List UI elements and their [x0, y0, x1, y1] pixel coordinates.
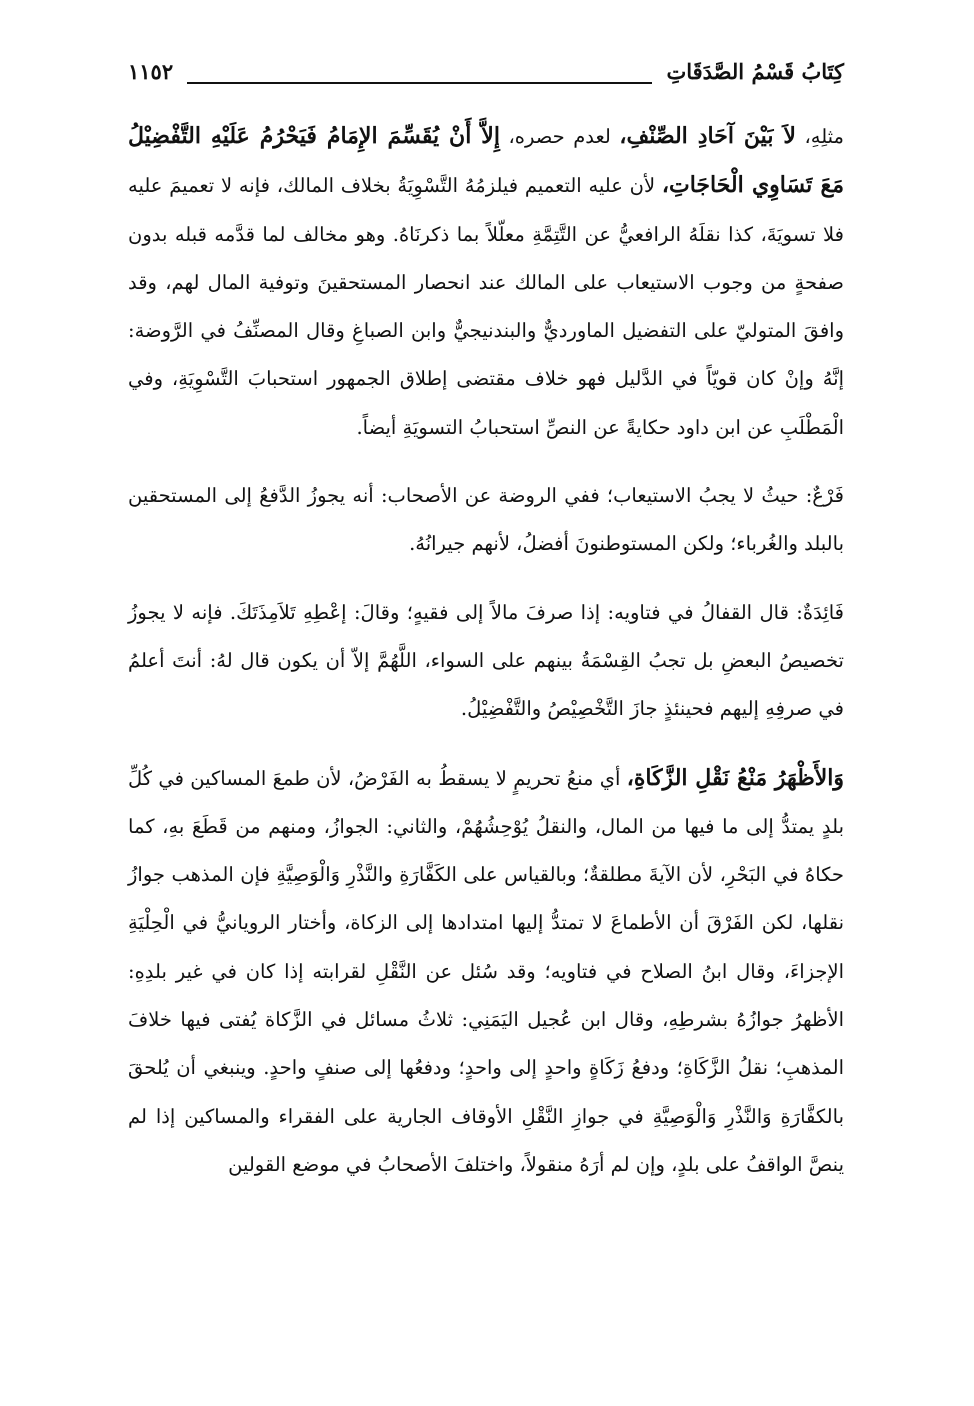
text-segment: حيثُ لا يجبُ الاستيعاب؛ ففي الروضة عن الأصحاب: أنه يجوزُ الدَّفعُ إلى المستحقين بالبلد والغُرباء؛ ولكن المستوطنونَ أفضلُ، لأنهم جيرانُهُ.: [128, 484, 844, 556]
text-segment: قال القفالُ في فتاويه: إذا صرفَ مالاً إلى فقيهٍ؛ وقالَ: إعْطِهِ تَلاَمِذَتَكَ. فإنه لا يجوزُ تخصيصُ البعضِ بل تجبُ القِسْمَةُ بينهم على السواء، اللَّهُمَّ إلاّ أن يكون قال لهُ: أنتَ أعلمُ في صرفِهِ إليهم فحينئذٍ جازَ التَّخْصِيْصُ والتَّفْضِيْلُ.: [128, 600, 844, 721]
header-rule: [187, 82, 652, 84]
matn-text: لاَ بَيْنَ آحَادِ الصِّنْفِ،: [619, 123, 796, 149]
running-header: [128, 52, 844, 88]
text-segment: أي منعُ تحريمٍ لا يسقطُ به الفَرْضُ، لأن طمعَ المساكين في كُلِّ بلدٍ يمتدُّ إلى ما فيها من المال، والنقلُ يُوْحِشُهُمْ، والثاني: الجوازُ، ومنهم من قَطَعَ بهِ، كما حكاهُ في البَحْرِ، لأن الآيةَ مطلقةٌ؛ وبالقياس على الكَفَّارَةِ والنَّذْرِ وَالْوَصِيَّةِ فإن المذهب جوازُ نقلها، لكن الفَرْقَ أن الأطماعَ لا تمتدُّ إليها امتدادها إلى الزكاة، وأختار الرويانيُّ في الْحِلْيَةِ الإجزاءَ، وقال ابنُ الصلاح في فتاويه؛ وقد سُئل عن النَّقْلِ لقرابته إذا كان في غير بلدِهِ: الأظهرُ جوازُهُ بشرطِهِ، وقال ابن عُجيل اليَمَنِي: ثلاثُ مسائل في الزَّكاة يُفتى فيها خلافَ المذهبِ؛ نقلُ الزَّكَاةِ؛ ودفعُ زَكَاةٍ واحدٍ إلى واحدٍ؛ ودفعُها إلى صنفٍ واحدٍ. وينبغي أن يُلحقَ بالكفَّارَةِ وَالنَّذْرِ وَالْوَصِيَّةِ في جوازِ النَّقْلِ الأوقاف الجارية على الفقراء والمساكين إذا لم ينصَّ الواقفُ على بلدٍ، وإن لم أرَهُ منقولاً، واختلفَ الأصحابُ في موضع القولين: [128, 766, 844, 1176]
body-text: [128, 112, 844, 1189]
paragraph-4: [128, 754, 844, 1190]
text-segment: لعدم حصره،: [499, 125, 620, 148]
matn-text: إِلاَّ أَنْ يُقَسِّمَ الإِمَامُ فَيَحْرُمُ عَلَيْهِ التَّفْضِيْلُ مَعَ تَسَاوِي الْحَاجَاتِ،: [128, 123, 844, 199]
page-number: ١١٥٢: [128, 59, 174, 84]
chapter-title: كِتَابُ قَسْمُ الصَّدَقَاتِ: [666, 59, 844, 84]
section-label: فَرْعٌ:: [805, 484, 844, 508]
matn-text: وَالأَظْهَرُ مَنْعُ نَقْلِ الزَّكَاةِ،: [626, 764, 844, 791]
section-label: فَائِدَةٌ:: [796, 600, 844, 624]
text-segment: مثلِهِ،: [795, 125, 844, 148]
paragraph-3: [128, 589, 844, 734]
paragraph-1: [128, 112, 844, 452]
paragraph-2: [128, 472, 844, 569]
text-segment: لأن عليه التعميم فيلزمُهُ التَّسْوِيَةُ بخلاف المالك، فإنه لا تعميمَ عليه فلا تسويَةَ، كذا نقلَهُ الرافعيُّ عن التَّتِمَّةِ معلّلاً بما ذكرنَاهُ. وهو مخالف لما قدَّمه قبله بدون صفحةٍ من وجوب الاستيعاب على المالك عند انحصار المستحقينَ وتوفية المال لهم، وقد وافقَ المتوليّ على التفضيل الماورديٌّ والبندنيجيٌّ وابن الصباغِ وقال المصنِّفُ في الرَّوضة: إنَّهُ وإنْ كان قويّاً في الدَّليل فهو خلاف مقتضى إطلاق الجمهور استحبابَ التَّسْوِيَةِ، وفي الْمَطْلَبِ عن ابن داود حكايةً عن النصِّ استحبابُ التسويَةِ أيضاً.: [128, 174, 844, 439]
